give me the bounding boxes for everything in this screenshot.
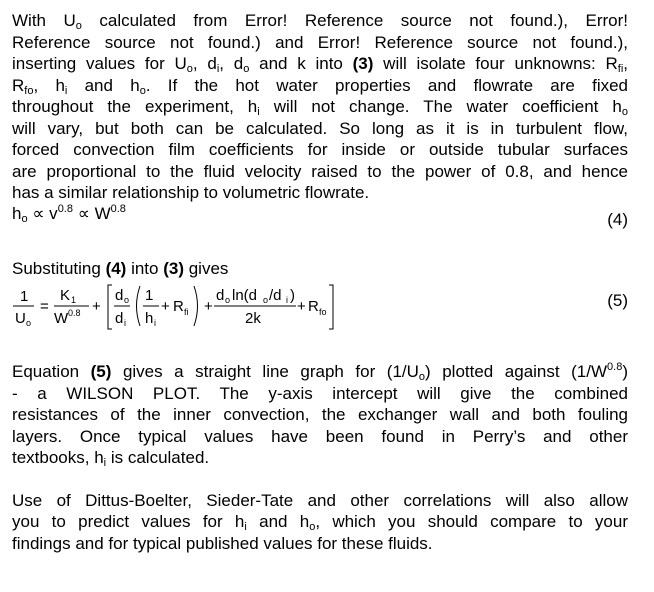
equation-ref: (5) bbox=[90, 362, 112, 381]
equation-5-formula bbox=[12, 279, 342, 337]
subscript: o bbox=[186, 63, 193, 75]
text-run: will vary, but both can be calculated. So long as it is in turbulent flow, bbox=[12, 118, 628, 138]
text-run: calculated from Error! Reference source not found.), Error! bbox=[81, 11, 629, 30]
subscript: o bbox=[309, 521, 316, 533]
text-run: will isolate four unknowns: R bbox=[373, 54, 618, 73]
subscript: fi bbox=[617, 63, 624, 75]
text-run: textbooks, h bbox=[12, 448, 104, 467]
superscript: 0.8 bbox=[607, 361, 623, 373]
symbol-d: d bbox=[216, 287, 225, 304]
subscript: o bbox=[243, 63, 250, 75]
symbol: ∝ W bbox=[72, 203, 111, 223]
text-run: . If the hot water properties and flowrate are fixed bbox=[145, 75, 629, 95]
left-bracket bbox=[108, 285, 112, 329]
subscript: o bbox=[139, 84, 146, 97]
document-page bbox=[12, 10, 628, 554]
equation-ref: (3) bbox=[352, 54, 374, 73]
equation-4 bbox=[12, 204, 628, 228]
equation-ref: (4) bbox=[105, 258, 127, 278]
text-run: , which you should compare to your bbox=[315, 512, 629, 531]
text-run: , bbox=[623, 54, 629, 73]
superscript: 0.8 bbox=[68, 308, 81, 318]
subscript: o bbox=[621, 106, 628, 118]
subscript: i bbox=[154, 318, 156, 328]
text-run: - a WILSON PLOT. The y-axis intercept will give the combined bbox=[12, 383, 628, 403]
text-run: ) plotted against (1/W bbox=[425, 362, 608, 381]
subscript: o bbox=[21, 212, 28, 225]
text-run: Reference source not found.) and Error! Reference source not found.), bbox=[12, 32, 628, 52]
subscript: o bbox=[124, 295, 130, 305]
text-run: throughout the experiment, h bbox=[12, 97, 258, 116]
subscript: i bbox=[286, 295, 288, 305]
left-paren bbox=[137, 286, 141, 326]
subscript: o bbox=[263, 295, 269, 305]
text-line bbox=[12, 182, 628, 204]
text-line bbox=[12, 383, 628, 405]
text-run: gives a straight line graph for (1/U bbox=[111, 362, 419, 381]
plus-sign: + bbox=[92, 298, 101, 315]
subscript: fo bbox=[24, 84, 34, 97]
subscript: o bbox=[26, 318, 32, 328]
subscript: i bbox=[64, 84, 68, 97]
text-line bbox=[12, 10, 628, 32]
text-run: R bbox=[12, 75, 25, 95]
plus-sign: + bbox=[297, 298, 306, 315]
paragraph-wilson-intro bbox=[12, 10, 628, 204]
text-run: inserting values for U bbox=[12, 54, 187, 73]
text-line bbox=[12, 118, 628, 140]
text-line bbox=[12, 139, 628, 161]
text-line bbox=[12, 511, 628, 533]
text-run: will not change. The water coefficient h bbox=[259, 97, 622, 116]
text-run: Equation bbox=[12, 362, 91, 381]
paragraph-wilson-plot bbox=[12, 361, 628, 469]
text-run: and k into bbox=[249, 54, 353, 73]
text-run: layers. Once typical values have been found in Perry’s and other bbox=[12, 426, 628, 446]
text-run: , d bbox=[192, 54, 217, 73]
text-line bbox=[12, 447, 628, 469]
text-line bbox=[12, 96, 628, 118]
subscript: i bbox=[124, 318, 126, 328]
numerator-one: 1 bbox=[145, 287, 154, 304]
right-paren bbox=[194, 286, 198, 326]
plus-sign: + bbox=[204, 298, 213, 315]
text-run: is calculated. bbox=[106, 448, 210, 467]
superscript: 0.8 bbox=[110, 202, 126, 215]
log-term: ln(d bbox=[232, 287, 258, 304]
subscript: 1 bbox=[71, 295, 77, 305]
denominator-2k: 2k bbox=[245, 310, 261, 327]
paragraph-correlations bbox=[12, 490, 628, 555]
symbol-K: K bbox=[60, 287, 71, 304]
subscript: i bbox=[257, 106, 260, 118]
symbol-R: R bbox=[308, 298, 319, 315]
subscript: o bbox=[418, 371, 426, 383]
text-run: Use of Dittus-Boelter, Sieder-Tate and other correlations will also allow bbox=[12, 490, 628, 510]
text-line bbox=[12, 361, 628, 383]
symbol-d: d bbox=[115, 287, 124, 304]
symbol-h: h bbox=[145, 310, 154, 327]
subscript: i bbox=[216, 63, 220, 75]
text-run: you to predict values for h bbox=[12, 512, 245, 531]
text-run: findings and for typical published values for these fluids. bbox=[12, 533, 433, 553]
text-run: resistances of the inner convection, the exchanger wall and both fouling bbox=[12, 405, 628, 424]
symbol-W: W bbox=[54, 310, 69, 327]
right-bracket bbox=[329, 285, 333, 329]
text-line bbox=[12, 490, 628, 512]
symbol: ∝ v bbox=[27, 203, 58, 223]
text-run: Substituting bbox=[12, 258, 106, 278]
substituting-line bbox=[12, 258, 628, 280]
text-line bbox=[12, 426, 628, 448]
text-line bbox=[12, 32, 628, 54]
subscript: fo bbox=[319, 307, 327, 317]
equation-number: (4) bbox=[607, 209, 628, 229]
plus-sign: + bbox=[161, 298, 170, 315]
superscript: 0.8 bbox=[57, 202, 73, 215]
text-line bbox=[12, 404, 628, 426]
text-line bbox=[12, 161, 628, 183]
text-line bbox=[12, 53, 628, 75]
text-run: and h bbox=[246, 512, 310, 531]
text-run: gives bbox=[183, 258, 229, 278]
symbol: h bbox=[12, 203, 22, 223]
text-run: are proportional to the fluid velocity raised to the power of 0.8, and hence bbox=[12, 161, 628, 181]
equation-ref: (3) bbox=[163, 258, 184, 278]
text-run: With U bbox=[12, 11, 76, 30]
close-paren: ) bbox=[290, 287, 295, 304]
divide-d: /d bbox=[269, 287, 282, 304]
symbol-U: U bbox=[15, 310, 26, 327]
equals-sign: = bbox=[40, 298, 49, 315]
text-run: , d bbox=[219, 54, 244, 73]
text-run: and h bbox=[67, 75, 140, 95]
subscript: fi bbox=[184, 307, 189, 317]
subscript: o bbox=[225, 295, 231, 305]
text-run: , h bbox=[33, 75, 65, 95]
symbol-R: R bbox=[173, 298, 184, 315]
numerator-one: 1 bbox=[20, 288, 29, 305]
equation-number: (5) bbox=[607, 291, 628, 310]
subscript: i bbox=[103, 457, 107, 469]
subscript: i bbox=[244, 521, 247, 533]
equation-4-expression bbox=[12, 204, 126, 223]
symbol-d: d bbox=[115, 310, 124, 327]
text-line bbox=[12, 75, 628, 97]
equation-5 bbox=[12, 279, 628, 337]
text-line bbox=[12, 533, 628, 555]
text-run: ) bbox=[622, 362, 628, 381]
text-run: has a similar relationship to volumetric flowrate. bbox=[12, 183, 370, 202]
text-run: into bbox=[126, 258, 164, 278]
subscript: o bbox=[75, 20, 82, 32]
text-run: forced convection film coefficients for inside or outside tubular surfaces bbox=[12, 140, 628, 159]
